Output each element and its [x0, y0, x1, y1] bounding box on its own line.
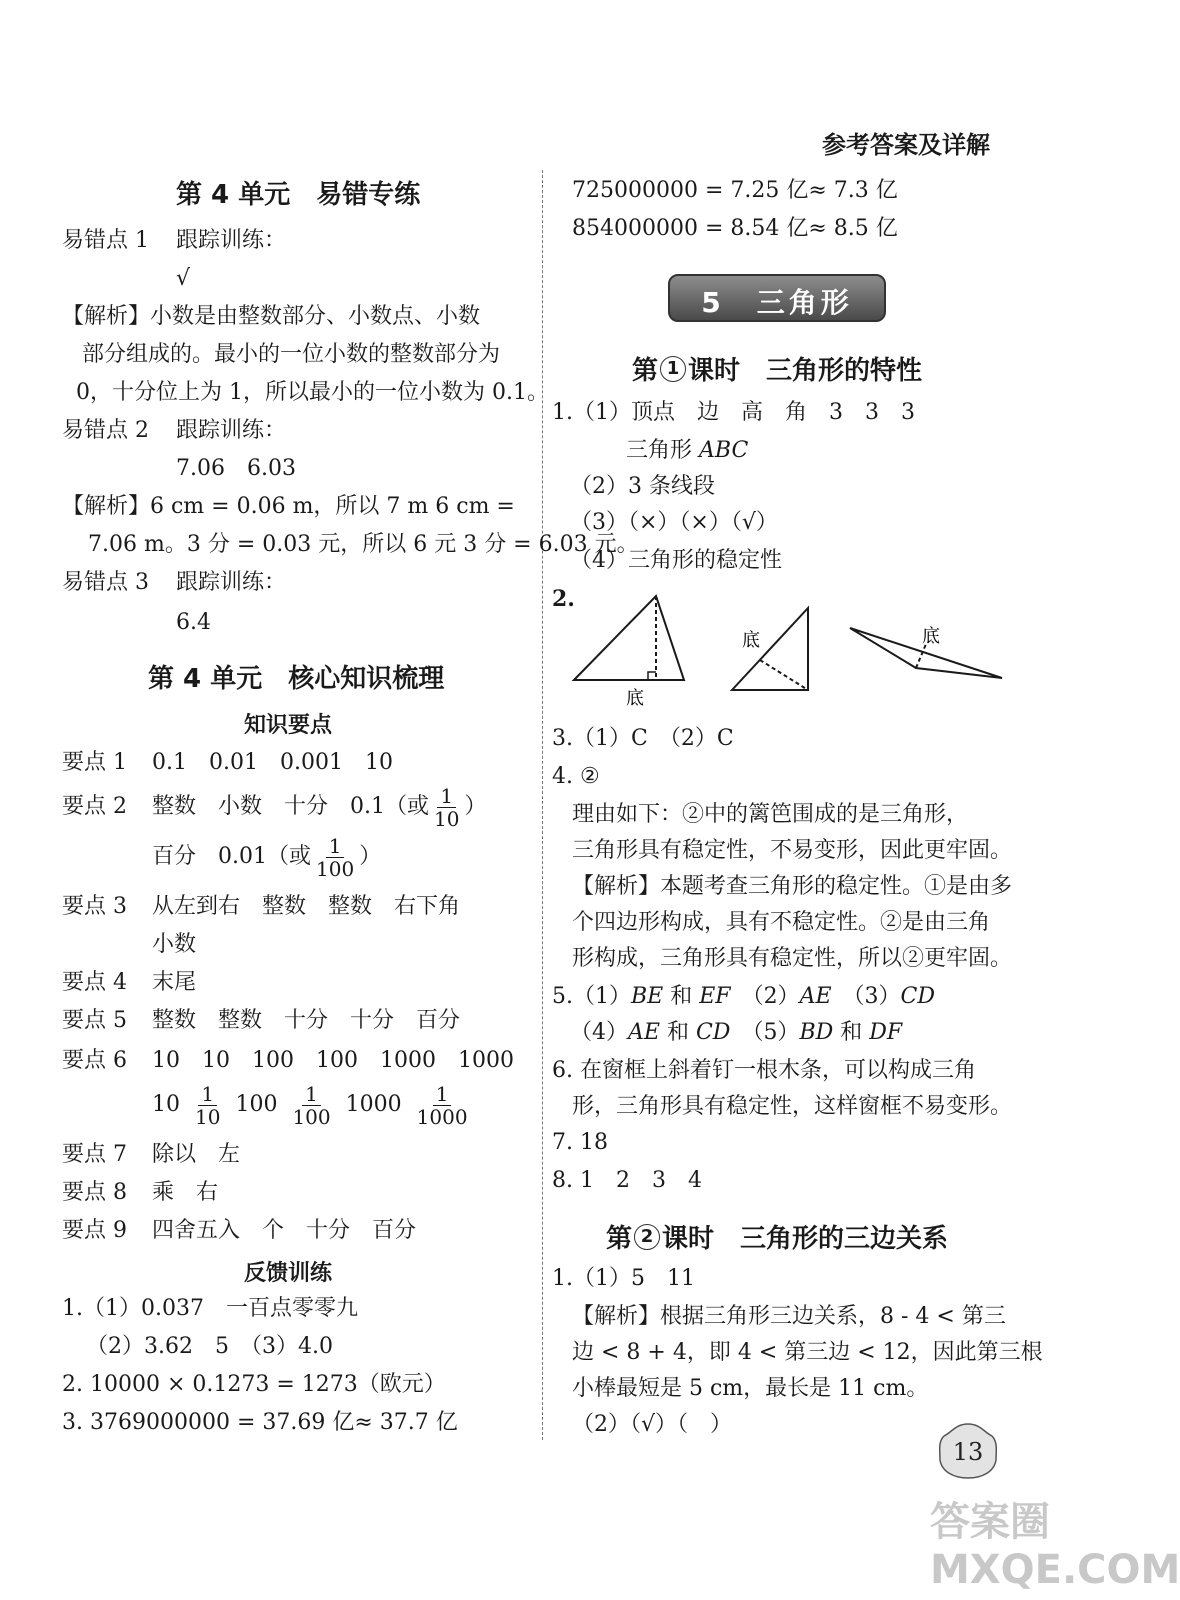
key-point-text: 整数 小数 十分 0.1（或	[152, 794, 429, 819]
header-title: 参考答案及详解	[822, 130, 990, 159]
answer-line: （4）三角形的稳定性	[570, 548, 782, 573]
key-point-content: 四舍五入 个 十分 百分	[152, 1218, 417, 1243]
key-point-label: 要点 4	[62, 970, 127, 995]
triangle-1	[574, 596, 684, 680]
question-number: 2.	[552, 586, 575, 612]
key-point-label: 要点 1	[62, 750, 127, 775]
error-point-3-label: 易错点 3	[62, 570, 149, 595]
key-point-label: 要点 5	[62, 1008, 127, 1033]
error-point-1-explain: 【解析】小数是由整数部分、小数点、小数	[62, 304, 481, 329]
key-point-content	[152, 832, 381, 882]
answer-line: 形，三角形具有稳定性，这样窗框不易变形。	[572, 1094, 1013, 1119]
fraction	[431, 785, 462, 830]
fraction-denominator: 10	[434, 806, 460, 831]
page-number: 13	[952, 1438, 984, 1466]
error-point-1-explain: 0，十分位上为 1，所以最小的一位小数为 0.1。	[76, 380, 549, 405]
error-point-2-explain: 【解析】6 cm = 0.06 m，所以 7 m 6 cm =	[62, 494, 515, 519]
answer-line: 7. 18	[552, 1130, 608, 1155]
answer-text: 和	[659, 1020, 696, 1045]
lesson-number-circle: 2	[634, 1224, 660, 1250]
answer-explain: 边 < 8 + 4，即 4 < 第三边 < 12，因此第三根	[572, 1340, 1043, 1365]
key-point-label: 要点 8	[62, 1180, 127, 1205]
answer-text: 5.（1）	[552, 984, 631, 1009]
height-line-2	[760, 660, 808, 690]
answer-line	[552, 982, 935, 1012]
lesson-title-2	[606, 1218, 948, 1255]
fraction-denominator: 1000	[416, 1104, 468, 1129]
answer-line: 725000000 = 7.25 亿≈ 7.3 亿	[572, 178, 898, 203]
feedback-item: （2）3.62 5 （3）4.0	[86, 1334, 333, 1359]
answer-text: 和	[833, 1020, 870, 1045]
fraction-denominator: 100	[316, 856, 355, 881]
key-point-label: 要点 9	[62, 1218, 127, 1243]
key-point-content: 末尾	[152, 970, 197, 995]
key-point-content: 从左到右 整数 整数 右下角	[152, 894, 461, 919]
fraction	[289, 1083, 333, 1128]
lesson-title-text: 课时 三角形的三边关系	[662, 1224, 949, 1254]
fraction	[313, 835, 357, 880]
answer-line: （2）（√）（ ）	[572, 1412, 733, 1437]
answer-text: （5）	[730, 1020, 800, 1045]
segment-label: DF	[869, 1020, 903, 1045]
key-point-content: 0.1 0.01 0.001 10	[152, 750, 393, 775]
key-point-label: 要点 6	[62, 1048, 127, 1073]
page-number-badge	[936, 1420, 1000, 1482]
key-point-text: 10	[152, 1092, 180, 1117]
column-divider	[542, 170, 543, 1440]
answer-line: 三角形具有稳定性，不易变形，因此更牢固。	[572, 838, 1013, 863]
base-label: 底	[742, 630, 760, 651]
answer-line: 3.（1）C （2）C	[552, 726, 734, 751]
key-point-content	[152, 782, 486, 832]
error-point-2-explain: 7.06 m。3 分 = 0.03 元，所以 6 元 3 分 = 6.03 元。	[88, 532, 639, 557]
answer-line: （3）（×）（×）（√）	[570, 510, 778, 535]
answer-explain: 【解析】根据三角形三边关系，8 - 4 < 第三	[572, 1304, 1006, 1329]
fraction	[414, 1083, 471, 1128]
triangle-label: ABC	[699, 438, 749, 463]
answer-text: 和	[663, 984, 700, 1009]
fraction-numerator: 1	[433, 1083, 452, 1106]
section-title-error-practice: 第 4 单元 易错专练	[176, 180, 421, 210]
unit-banner	[668, 274, 886, 322]
answer-line: （2）3 条线段	[570, 474, 715, 499]
right-angle-mark	[648, 672, 656, 680]
height-line-3	[916, 644, 926, 668]
key-point-text: 100	[235, 1092, 278, 1117]
error-point-1-label: 易错点 1	[62, 228, 149, 253]
answer-line	[626, 436, 748, 466]
key-point-content	[152, 1080, 473, 1130]
answer-explain: 形构成，三角形具有稳定性，所以②更牢固。	[572, 946, 1013, 971]
feedback-item: 3. 3769000000 = 37.69 亿≈ 37.7 亿	[62, 1410, 458, 1435]
segment-label: CD	[900, 984, 935, 1009]
fraction-numerator: 1	[302, 1083, 321, 1106]
key-point-content: 除以 左	[152, 1142, 241, 1167]
key-point-content: 整数 整数 十分 十分 百分	[152, 1008, 461, 1033]
answer-line: 理由如下：②中的篱笆围成的是三角形，	[572, 802, 969, 827]
segment-label: BE	[631, 984, 664, 1009]
error-point-1-text: 跟踪训练：	[176, 228, 287, 253]
answer-text: （4）	[570, 1020, 628, 1045]
key-point-text: 百分 0.01（或	[152, 844, 311, 869]
key-point-text: ）	[464, 794, 487, 819]
key-point-text: ）	[359, 844, 382, 869]
answer-line: 6. 在窗框上斜着钉一根木条，可以构成三角	[552, 1058, 976, 1083]
answer-explain: 【解析】本题考查三角形的稳定性。①是由多	[572, 874, 1013, 899]
fraction-numerator: 1	[326, 835, 345, 858]
answer-text: （2）	[730, 984, 800, 1009]
base-label: 底	[626, 688, 644, 709]
key-point-content: 乘 右	[152, 1180, 219, 1205]
unit-banner-text: 5 三角形	[701, 286, 853, 319]
fraction-numerator: 1	[198, 1083, 217, 1106]
key-point-content: 10 10 100 100 1000 1000	[152, 1048, 514, 1073]
error-point-3-text: 跟踪训练：	[176, 570, 287, 595]
answer-text: （3）	[831, 984, 901, 1009]
lesson-number-circle: 1	[660, 356, 686, 382]
lesson-title-text: 课时 三角形的特性	[688, 356, 923, 386]
error-point-2-label: 易错点 2	[62, 418, 149, 443]
answer-explain: 个四边形构成，具有不稳定性。②是由三角	[572, 910, 991, 935]
base-label: 底	[922, 626, 940, 647]
key-point-label: 要点 7	[62, 1142, 127, 1167]
key-point-label: 要点 2	[62, 794, 127, 819]
segment-label: EF	[699, 984, 731, 1009]
subheading-key-points: 知识要点	[244, 713, 333, 738]
answer-line: 4. ②	[552, 764, 600, 789]
error-point-1-answer: √	[176, 266, 191, 291]
error-point-2-answer: 7.06 6.03	[176, 456, 296, 481]
error-point-3-answer: 6.4	[176, 610, 211, 635]
answer-line: 1.（1）顶点 边 高 角 3 3 3	[552, 400, 915, 425]
key-point-text: 1000	[345, 1092, 402, 1117]
key-point-content: 小数	[152, 932, 197, 957]
error-point-1-explain: 部分组成的。最小的一位小数的整数部分为	[82, 342, 501, 367]
watermark: 答案圈 MXQE.COM	[930, 1499, 1180, 1593]
feedback-item: 1.（1）0.037 一百点零零九	[62, 1296, 358, 1321]
answer-line	[570, 1018, 902, 1048]
answer-line: 1.（1）5 11	[552, 1266, 695, 1291]
answer-explain: 小棒最短是 5 cm，最长是 11 cm。	[572, 1376, 929, 1401]
key-point-label: 要点 3	[62, 894, 127, 919]
triangle-heights-diagram	[560, 586, 1020, 716]
fraction	[192, 1083, 223, 1128]
subheading-feedback: 反馈训练	[244, 1261, 333, 1286]
lesson-title-prefix: 第	[606, 1224, 633, 1254]
segment-label: BD	[799, 1020, 834, 1045]
segment-label: AE	[628, 1020, 660, 1045]
fraction-denominator: 10	[195, 1104, 221, 1129]
answer-line: 8. 1 2 3 4	[552, 1168, 702, 1193]
section-title-core-knowledge: 第 4 单元 核心知识梳理	[148, 664, 445, 694]
feedback-item: 2. 10000 × 0.1273 = 1273（欧元）	[62, 1372, 446, 1397]
segment-label: CD	[695, 1020, 731, 1045]
fraction-denominator: 100	[292, 1104, 331, 1129]
answer-line: 854000000 = 8.54 亿≈ 8.5 亿	[572, 216, 898, 241]
lesson-title-prefix: 第	[632, 356, 659, 386]
error-point-2-text: 跟踪训练：	[176, 418, 287, 443]
segment-label: AE	[799, 984, 832, 1009]
lesson-title-1	[632, 350, 922, 387]
fraction-numerator: 1	[437, 785, 456, 808]
answer-text: 三角形	[626, 438, 699, 463]
